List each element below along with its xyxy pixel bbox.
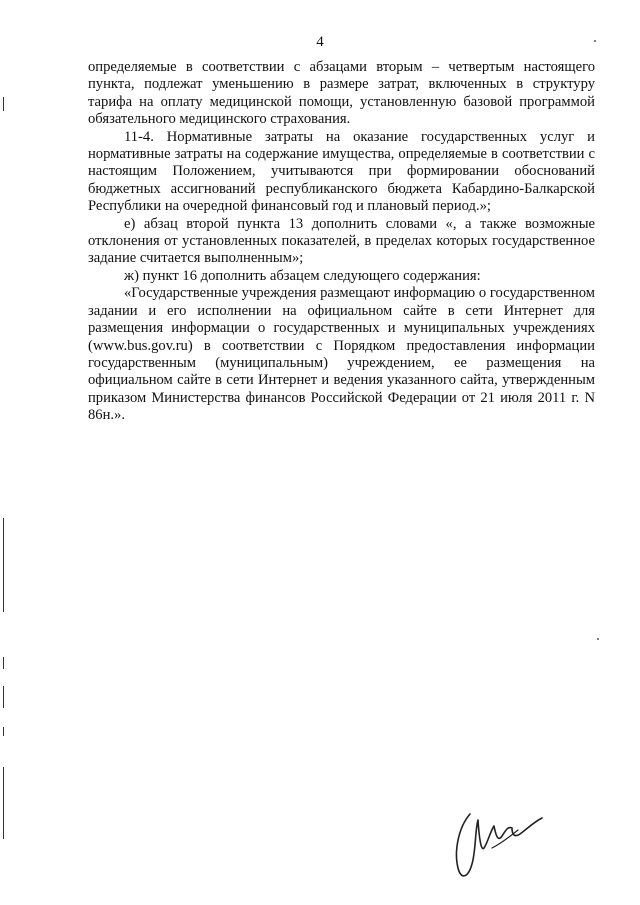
scan-mark	[3, 518, 4, 612]
scan-mark	[3, 686, 4, 708]
scan-mark	[3, 767, 4, 839]
paragraph-item-e: е) абзац второй пункта 13 дополнить словами «, а также возможные отклонения от установленных показателей, в пределах которых государственное задание считается выполненным»;	[88, 215, 595, 267]
page-number: 4	[316, 34, 324, 50]
scan-dot	[597, 638, 599, 640]
scan-dot	[594, 40, 596, 42]
scan-mark	[3, 657, 4, 669]
paragraph-quote: «Государственные учреждения размещают информацию о государственном задании и его исполнении на официальном сайте в сети Интернет для размещения информации о государственных и муниципальных учреждениях (www.bus.gov.ru) в соответствии с Порядком предоставления информации государственным (муниципальным) учреждением, ее размещения на официальном сайте в сети Интернет и ведения указанного сайта, утвержденным приказом Министерства финансов Российской Федерации от 21 июля 2011 г. N 86н.».	[88, 285, 595, 424]
paragraph-continuation: определяемые в соответствии с абзацами вторым – четвертым настоящего пункта, подлежат уменьшению в размере затрат, включенных в структуру тарифа на оплату медицинской помощи, установленную базовой программой обязательного медицинского страхования.	[88, 59, 595, 128]
paragraph-item-zh: ж) пункт 16 дополнить абзацем следующего содержания:	[124, 267, 481, 284]
document-body	[88, 59, 595, 425]
signature	[448, 808, 548, 884]
scan-mark	[3, 727, 4, 736]
scan-mark	[3, 97, 4, 111]
paragraph-11-4: 11-4. Нормативные затраты на оказание государственных услуг и нормативные затраты на содержание имущества, определяемые в соответствии с настоящим Положением, учитываются при формировании обоснований бюджетных ассигнований республиканского бюджета Кабардино-Балкарской Республики на очередной финансовый год и плановый период.»;	[88, 128, 595, 215]
